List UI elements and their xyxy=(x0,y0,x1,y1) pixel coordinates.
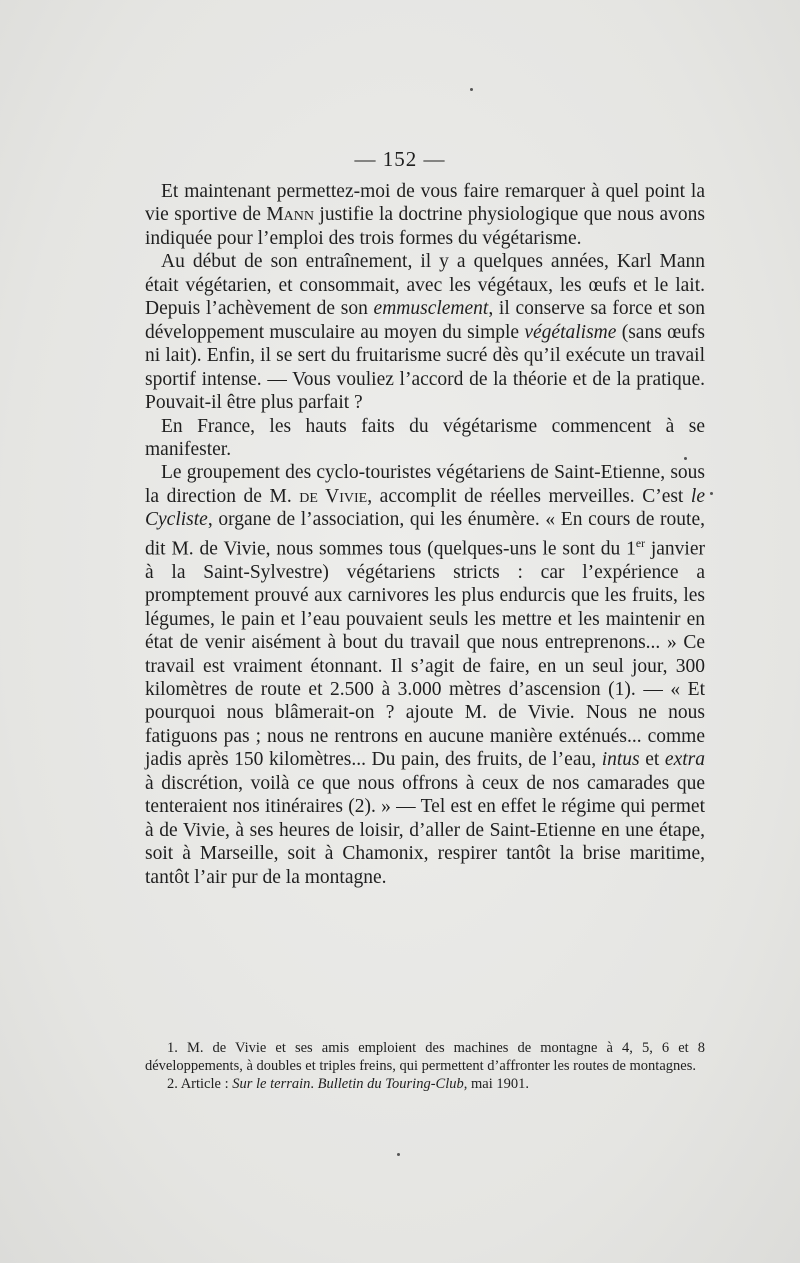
text-run: , il conserve sa force et son développement musculaire au moyen du simple xyxy=(145,298,705,343)
text-run: justifie la doctrine physiologique que nous avons indiquée pour l’emploi des trois formes du végétarisme. xyxy=(145,204,705,249)
text-run: 1. M. de Vivie et ses amis emploient des machines de montagne à 4, 5, 6 et 8 développements, à doubles et triples freins, qui permettent d’affronter les routes de montagnes. xyxy=(145,1040,705,1074)
print-speck xyxy=(397,1153,400,1156)
small-caps-name: de Vivie xyxy=(299,485,368,507)
footnote xyxy=(145,1040,705,1075)
main-text xyxy=(145,180,705,889)
italic-text: le Cycliste xyxy=(145,485,705,531)
text-run: 2. Article : xyxy=(167,1076,233,1092)
text-run: Et maintenant permettez-moi de vous faire remarquer à quel point la vie sportive de xyxy=(145,181,705,226)
text-run: , mai 1901. xyxy=(463,1076,529,1092)
footnotes xyxy=(145,1040,705,1095)
text-run: . xyxy=(310,1076,318,1092)
small-caps-name: Mann xyxy=(266,204,314,226)
italic-text: extra xyxy=(664,749,705,771)
print-speck xyxy=(710,492,713,495)
italic-text: Sur le terrain xyxy=(232,1076,311,1092)
print-speck xyxy=(684,457,687,460)
paragraph xyxy=(145,415,705,462)
paragraph xyxy=(145,180,705,250)
paragraph xyxy=(145,250,705,414)
text-run: Le groupement des cyclo-touristes végétariens de Saint-Etienne, sous la direction de M. xyxy=(145,462,705,507)
text-run: En France, les hauts faits du végétarisme commencent à se manifester. xyxy=(145,415,705,460)
text-run: Au début de son entraînement, il y a quelques années, Karl Mann était végétarien, et consommait, avec les végétaux, les œufs et le lait. Depuis l’achèvement de son xyxy=(145,251,705,320)
superscript: er xyxy=(635,536,645,550)
italic-text: emmusclement xyxy=(373,298,489,320)
print-speck xyxy=(470,88,473,91)
paragraph xyxy=(145,461,705,889)
footnote xyxy=(145,1076,705,1094)
text-run: (sans œufs ni lait). Enfin, il se sert du fruitarisme sucré dès qu’il exécute un travail sportif intense. — Vous vouliez l’accord de la théorie et de la pratique. Pouvait-il être plus parfait ? xyxy=(145,321,705,414)
text-run: , accomplit de réelles merveilles. C’est xyxy=(367,485,691,507)
text-run: à discrétion, voilà ce que nous offrons à ceux de nos camarades que tenteraient nos itinéraires (2). » — Tel est en effet le régime qui permet à de Vivie, à ses heures de loisir, d’aller de Saint-Etienne en une étape, soit à Marseille, soit à Chamonix, respirer tantôt la brise maritime, tantôt l’air pur de la montagne. xyxy=(145,772,705,888)
text-run: et xyxy=(639,749,665,771)
page-number: — 152 — xyxy=(354,147,446,171)
italic-text: intus xyxy=(601,749,640,771)
text-run: , organe de l’association, qui les énumère. « En cours de route, dit M. de Vivie, nous sommes tous (quelques-uns le sont du 1 xyxy=(145,509,705,560)
italic-text: Bulletin du Touring-Club xyxy=(317,1076,464,1092)
text-run: janvier à la Saint-Sylvestre) végétariens stricts : car l’expérience a promptement prouvé aux carnivores les plus endurcis que les fruits, les légumes, le pain et l’eau pouvaient seuls les mettre et les maintenir en état de venir aisément à bout du travail que nous entreprenons... » Ce travail est vraiment étonnant. Il s’agit de faire, en un seul jour, 300 kilomètres de route et 2.500 à 3.000 mètres d’ascension (1). — « Et pourquoi nous blâmerait-on ? ajoute M. de Vivie. Nous ne nous fatiguons pas ; nous ne rentrons en aucune manière exténués... comme jadis après 150 kilomètres... Du pain, des fruits, de l’eau, xyxy=(145,538,705,771)
italic-text: végétalisme xyxy=(524,321,617,343)
